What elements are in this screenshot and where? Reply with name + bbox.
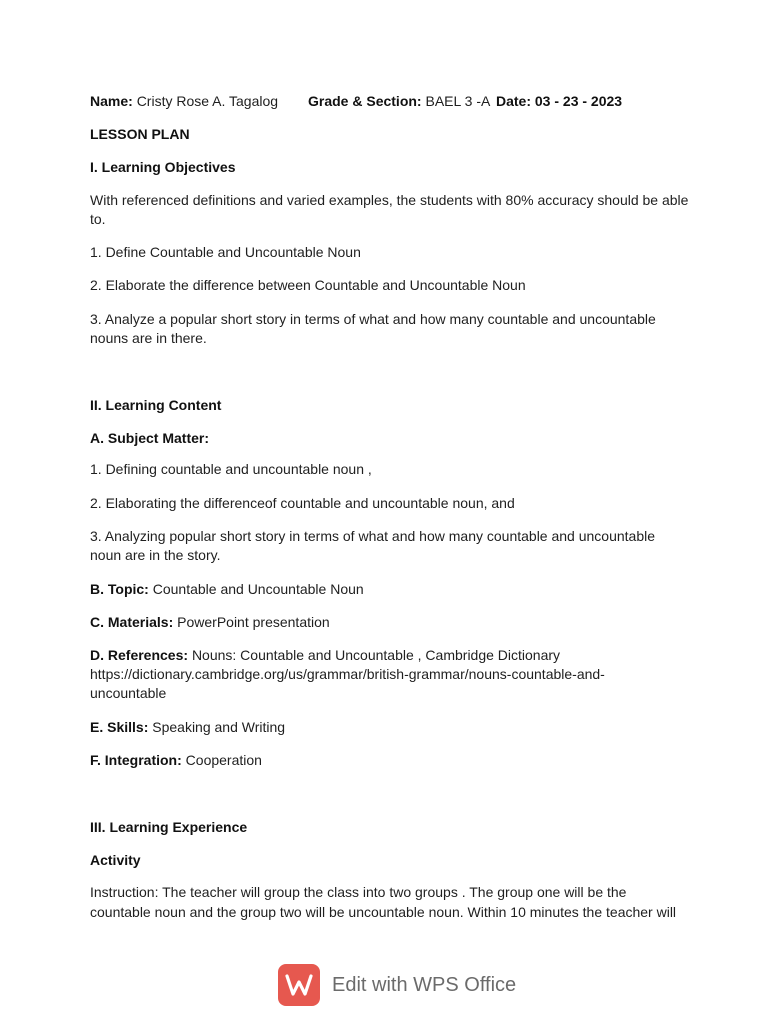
objective-item-3a: 3. Analyze a popular short story in terms of what and how many countable and uncountable <box>90 311 656 327</box>
materials-value: PowerPoint presentation <box>177 614 330 630</box>
topic-value: Countable and Uncountable Noun <box>152 581 364 597</box>
instruction-line-1: Instruction: The teacher will group the class into two groups . The group one will be the <box>90 884 627 900</box>
topic-label: B. Topic: <box>90 581 149 597</box>
skills-label: E. Skills: <box>90 719 149 735</box>
grade-label: Grade & Section: <box>308 93 422 109</box>
name-value: Cristy Rose A. Tagalog <box>136 93 279 109</box>
references-url-2: uncountable <box>90 685 167 701</box>
references-line <box>90 646 560 665</box>
references-label: D. References: <box>90 647 189 663</box>
integration-line <box>90 751 262 770</box>
subject-matter-heading: A. Subject Matter: <box>90 430 210 446</box>
instruction-line-2: countable noun and the group two will be uncountable noun. Within 10 minutes the teacher will <box>90 904 677 920</box>
doc-title: LESSON PLAN <box>90 126 190 142</box>
objective-item-1: 1. Define Countable and Uncountable Noun <box>90 244 361 260</box>
content-heading: II. Learning Content <box>90 397 222 413</box>
objective-item-3b: nouns are in there. <box>90 330 207 346</box>
materials-label: C. Materials: <box>90 614 174 630</box>
wps-footer[interactable] <box>278 964 516 1006</box>
experience-heading: III. Learning Experience <box>90 819 248 835</box>
date-label: Date: 03 - 23 - 2023 <box>496 93 623 109</box>
objectives-intro-1: With referenced definitions and varied examples, the students with 80% accuracy should be able <box>90 192 689 208</box>
header-line <box>90 92 278 111</box>
subject-item-3a: 3. Analyzing popular short story in terms of what and how many countable and uncountable <box>90 528 656 544</box>
subject-item-3b: noun are in the story. <box>90 547 221 563</box>
grade-line <box>308 92 490 111</box>
topic-line <box>90 580 364 599</box>
skills-value: Speaking and Writing <box>152 719 286 735</box>
subject-item-1: 1. Defining countable and uncountable noun , <box>90 461 372 477</box>
references-url-1: https://dictionary.cambridge.org/us/grammar/british-grammar/nouns-countable-and- <box>90 666 605 682</box>
materials-line <box>90 613 330 632</box>
objectives-intro-2: to. <box>90 211 106 227</box>
wps-logo-icon <box>278 964 320 1006</box>
integration-label: F. Integration: <box>90 752 182 768</box>
activity-heading: Activity <box>90 852 141 868</box>
references-value: Nouns: Countable and Uncountable , Cambridge Dictionary <box>191 647 561 663</box>
name-label: Name: <box>90 93 133 109</box>
objective-item-2: 2. Elaborate the difference between Countable and Uncountable Noun <box>90 277 526 293</box>
subject-item-2: 2. Elaborating the differenceof countable and uncountable noun, and <box>90 495 515 511</box>
date-line <box>496 92 622 111</box>
skills-line <box>90 718 285 737</box>
integration-value: Cooperation <box>185 752 262 768</box>
grade-value: BAEL 3 -A <box>425 93 491 109</box>
objectives-heading: I. Learning Objectives <box>90 159 236 175</box>
wps-footer-text: Edit with WPS Office <box>332 973 517 996</box>
